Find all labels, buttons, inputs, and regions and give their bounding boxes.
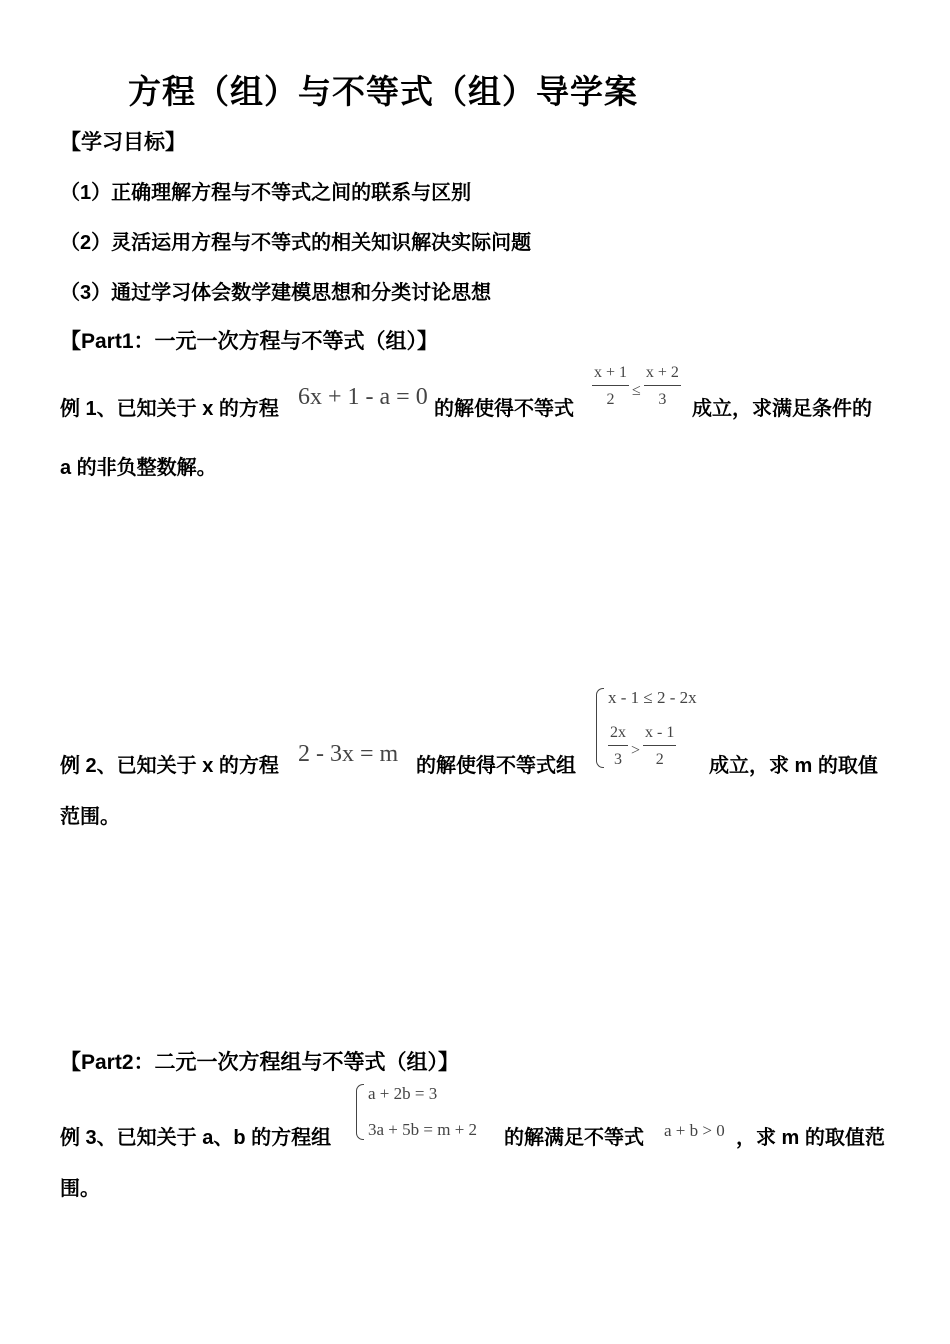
ex1-tail: 成立，求满足条件的: [692, 398, 872, 420]
fraction-denominator: 2: [655, 751, 664, 768]
left-brace: [356, 1084, 364, 1140]
ex2-inequality-system: [596, 688, 697, 768]
part2-heading: 【Part2：二元一次方程组与不等式（组）】: [60, 1051, 460, 1074]
ex2-lead: 例 2、已知关于 x 的方程: [60, 755, 279, 777]
ex3-tail: ，求 m 的取值范: [736, 1127, 885, 1149]
system-row: a + 2b = 3: [368, 1084, 438, 1103]
ex2-equation: 2 - 3x = m: [298, 741, 399, 767]
ex1-mid: 的解使得不等式: [434, 398, 574, 420]
fraction-numerator: x + 1: [592, 365, 629, 386]
fraction-denominator: 3: [658, 391, 667, 408]
system-row: 3a + 5b = m + 2: [368, 1120, 478, 1139]
inequality-operator: >: [631, 741, 641, 759]
fraction-right: [643, 725, 676, 768]
inequality-operator: ≤: [632, 381, 641, 399]
fraction-left: [592, 365, 629, 408]
ex2-tail: 成立，求 m 的取值: [709, 755, 878, 777]
ex2-mid: 的解使得不等式组: [416, 755, 576, 777]
fraction-right: [644, 365, 681, 408]
fraction-numerator: x + 2: [644, 365, 681, 386]
ex3-line2: 围。: [60, 1178, 100, 1200]
ex1-line2: a 的非负整数解。: [60, 457, 217, 479]
fraction-numerator: 2x: [608, 725, 628, 746]
ex3-lead: 例 3、已知关于 a、b 的方程组: [60, 1127, 332, 1149]
objective-item: （2）灵活运用方程与不等式的相关知识解决实际问题: [60, 232, 532, 254]
ex3-equation-system: [356, 1084, 477, 1140]
fraction-denominator: 2: [606, 391, 615, 408]
fraction-numerator: x - 1: [643, 725, 676, 746]
ex1-lead: 例 1、已知关于 x 的方程: [60, 398, 279, 420]
objective-item: （3）通过学习体会数学建模思想和分类讨论思想: [60, 282, 492, 304]
fraction-denominator: 3: [614, 751, 622, 768]
system-row: x - 1 ≤ 2 - 2x: [608, 688, 697, 707]
part1-heading: 【Part1：一元一次方程与不等式（组）】: [60, 330, 439, 353]
page-title: 方程（组）与不等式（组）导学案: [128, 73, 638, 110]
ex1-equation: 6x + 1 - a = 0: [298, 384, 428, 410]
ex1-inequality: [592, 365, 681, 408]
system-row: [608, 725, 697, 768]
fraction-left: [608, 725, 628, 768]
ex3-mid: 的解满足不等式: [504, 1127, 644, 1149]
ex2-line2: 范围。: [60, 806, 120, 828]
left-brace: [596, 688, 604, 768]
objectives-heading: 【学习目标】: [60, 131, 186, 154]
objective-item: （1）正确理解方程与不等式之间的联系与区别: [60, 182, 472, 204]
ex3-inequality: a + b > 0: [664, 1121, 725, 1140]
